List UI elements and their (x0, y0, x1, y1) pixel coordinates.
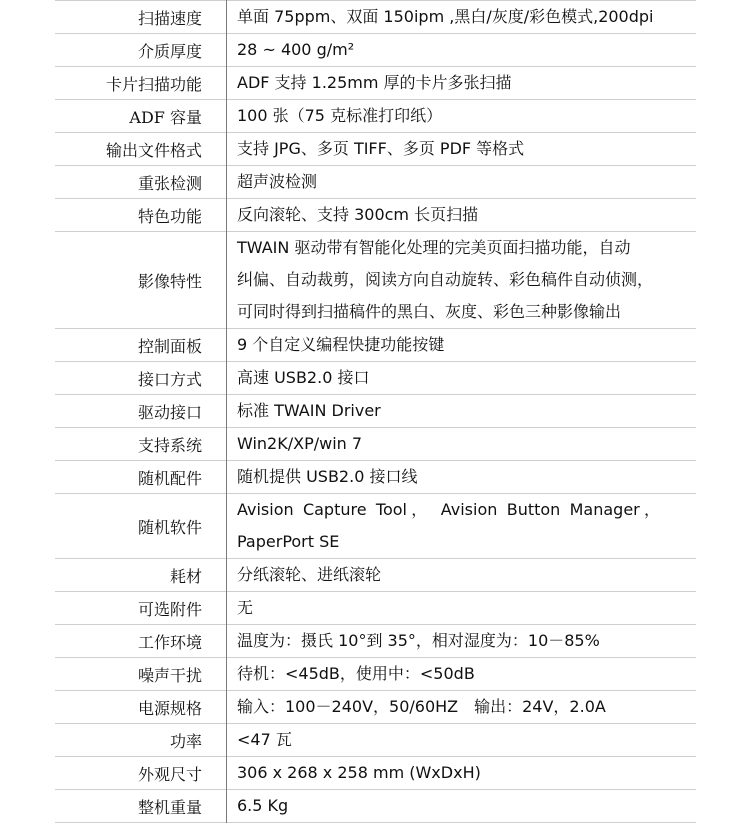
spec-value (227, 133, 697, 166)
spec-value (227, 559, 697, 592)
spec-label: 驱动接口 (55, 395, 227, 428)
spec-value-line: 可同时得到扫描稿件的黑白、灰度、彩色三种影像输出 (237, 302, 622, 321)
spec-value (227, 1, 697, 34)
spec-value (227, 199, 697, 232)
spec-value-line: Win2K/XP/win 7 (237, 434, 363, 453)
spec-label: 扫描速度 (55, 1, 227, 34)
spec-value-line: 无 (237, 598, 254, 617)
spec-label: 工作环境 (55, 625, 227, 658)
spec-value-line: 100 张（75 克标准打印纸） (237, 106, 443, 125)
spec-label: 随机软件 (55, 494, 227, 559)
spec-row-dimensions (55, 757, 696, 790)
spec-row-interface (55, 362, 696, 395)
spec-row-media-thickness (55, 34, 696, 67)
spec-value-line: PaperPort SE (237, 532, 340, 551)
spec-row-software (55, 494, 696, 559)
spec-value-line: 纠偏、自动裁剪，阅读方向自动旋转、彩色稿件自动侦测， (237, 270, 654, 289)
spec-row-supported-os (55, 428, 696, 461)
spec-value (227, 395, 697, 428)
spec-label: 卡片扫描功能 (55, 67, 227, 100)
spec-row-control-panel (55, 329, 696, 362)
spec-value-line: 标准 TWAIN Driver (237, 401, 381, 420)
spec-row-image-features (55, 232, 696, 329)
spec-value (227, 428, 697, 461)
spec-label: 外观尺寸 (55, 757, 227, 790)
spec-row-power (55, 691, 696, 724)
spec-value-line: 输入：100－240V，50/60HZ 输出：24V，2.0A (237, 697, 606, 716)
spec-value-line: 温度为：摄氏 10°到 35°，相对湿度为：10－85% (237, 631, 600, 650)
spec-label: 特色功能 (55, 199, 227, 232)
spec-value (227, 691, 697, 724)
spec-value-line: 超声波检测 (237, 172, 318, 191)
spec-label: 接口方式 (55, 362, 227, 395)
spec-row-weight (55, 790, 696, 823)
spec-row-card-scan (55, 67, 696, 100)
spec-row-output-format (55, 133, 696, 166)
spec-value-line: 随机提供 USB2.0 接口线 (237, 467, 418, 486)
spec-row-wattage (55, 724, 696, 757)
spec-value-line: 高速 USB2.0 接口 (237, 368, 370, 387)
spec-label: ADF 容量 (55, 100, 227, 133)
spec-value-line: Avision Capture Tool， Avision Button Manager， (237, 500, 660, 519)
spec-label: 输出文件格式 (55, 133, 227, 166)
spec-value (227, 166, 697, 199)
spec-label: 介质厚度 (55, 34, 227, 67)
spec-label: 控制面板 (55, 329, 227, 362)
spec-table (55, 0, 696, 823)
spec-value-line: <47 瓦 (237, 730, 292, 749)
spec-value (227, 67, 697, 100)
spec-row-noise (55, 658, 696, 691)
spec-value-line: 待机：<45dB，使用中：<50dB (237, 664, 475, 683)
spec-value-line: 306 x 268 x 258 mm (WxDxH) (237, 763, 481, 782)
spec-label: 功率 (55, 724, 227, 757)
spec-label: 可选附件 (55, 592, 227, 625)
spec-value-line: 分纸滚轮、进纸滚轮 (237, 565, 382, 584)
spec-value (227, 362, 697, 395)
spec-value-line: 单面 75ppm、双面 150ipm ,黑白/灰度/彩色模式,200dpi (237, 7, 654, 26)
spec-value-line: 6.5 Kg (237, 796, 289, 815)
spec-row-special-features (55, 199, 696, 232)
spec-label: 重张检测 (55, 166, 227, 199)
spec-value (227, 34, 697, 67)
spec-label: 支持系统 (55, 428, 227, 461)
spec-value (227, 494, 697, 559)
spec-value-line: 28 ~ 400 g/m² (237, 40, 355, 59)
spec-value (227, 757, 697, 790)
spec-value-line: TWAIN 驱动带有智能化处理的完美页面扫描功能，自动 (237, 238, 631, 257)
spec-value-line: 反向滚轮、支持 300cm 长页扫描 (237, 205, 479, 224)
spec-label: 随机配件 (55, 461, 227, 494)
spec-label: 影像特性 (55, 232, 227, 329)
spec-row-driver (55, 395, 696, 428)
spec-label: 耗材 (55, 559, 227, 592)
spec-value-line: ADF 支持 1.25mm 厚的卡片多张扫描 (237, 73, 512, 92)
spec-value (227, 329, 697, 362)
spec-row-adf-capacity (55, 100, 696, 133)
spec-table-body (55, 1, 696, 823)
spec-row-scan-speed (55, 1, 696, 34)
spec-row-options (55, 592, 696, 625)
spec-row-accessories (55, 461, 696, 494)
spec-label: 噪声干扰 (55, 658, 227, 691)
spec-value (227, 100, 697, 133)
spec-value (227, 592, 697, 625)
spec-row-multifeed-detection (55, 166, 696, 199)
spec-label: 整机重量 (55, 790, 227, 823)
spec-value (227, 724, 697, 757)
spec-label: 电源规格 (55, 691, 227, 724)
spec-row-consumables (55, 559, 696, 592)
spec-value-line: 9 个自定义编程快捷功能按键 (237, 335, 445, 354)
spec-value (227, 790, 697, 823)
spec-row-environment (55, 625, 696, 658)
spec-value-line: 支持 JPG、多页 TIFF、多页 PDF 等格式 (237, 139, 525, 158)
spec-value (227, 658, 697, 691)
spec-value (227, 461, 697, 494)
spec-value (227, 625, 697, 658)
spec-value (227, 232, 697, 329)
